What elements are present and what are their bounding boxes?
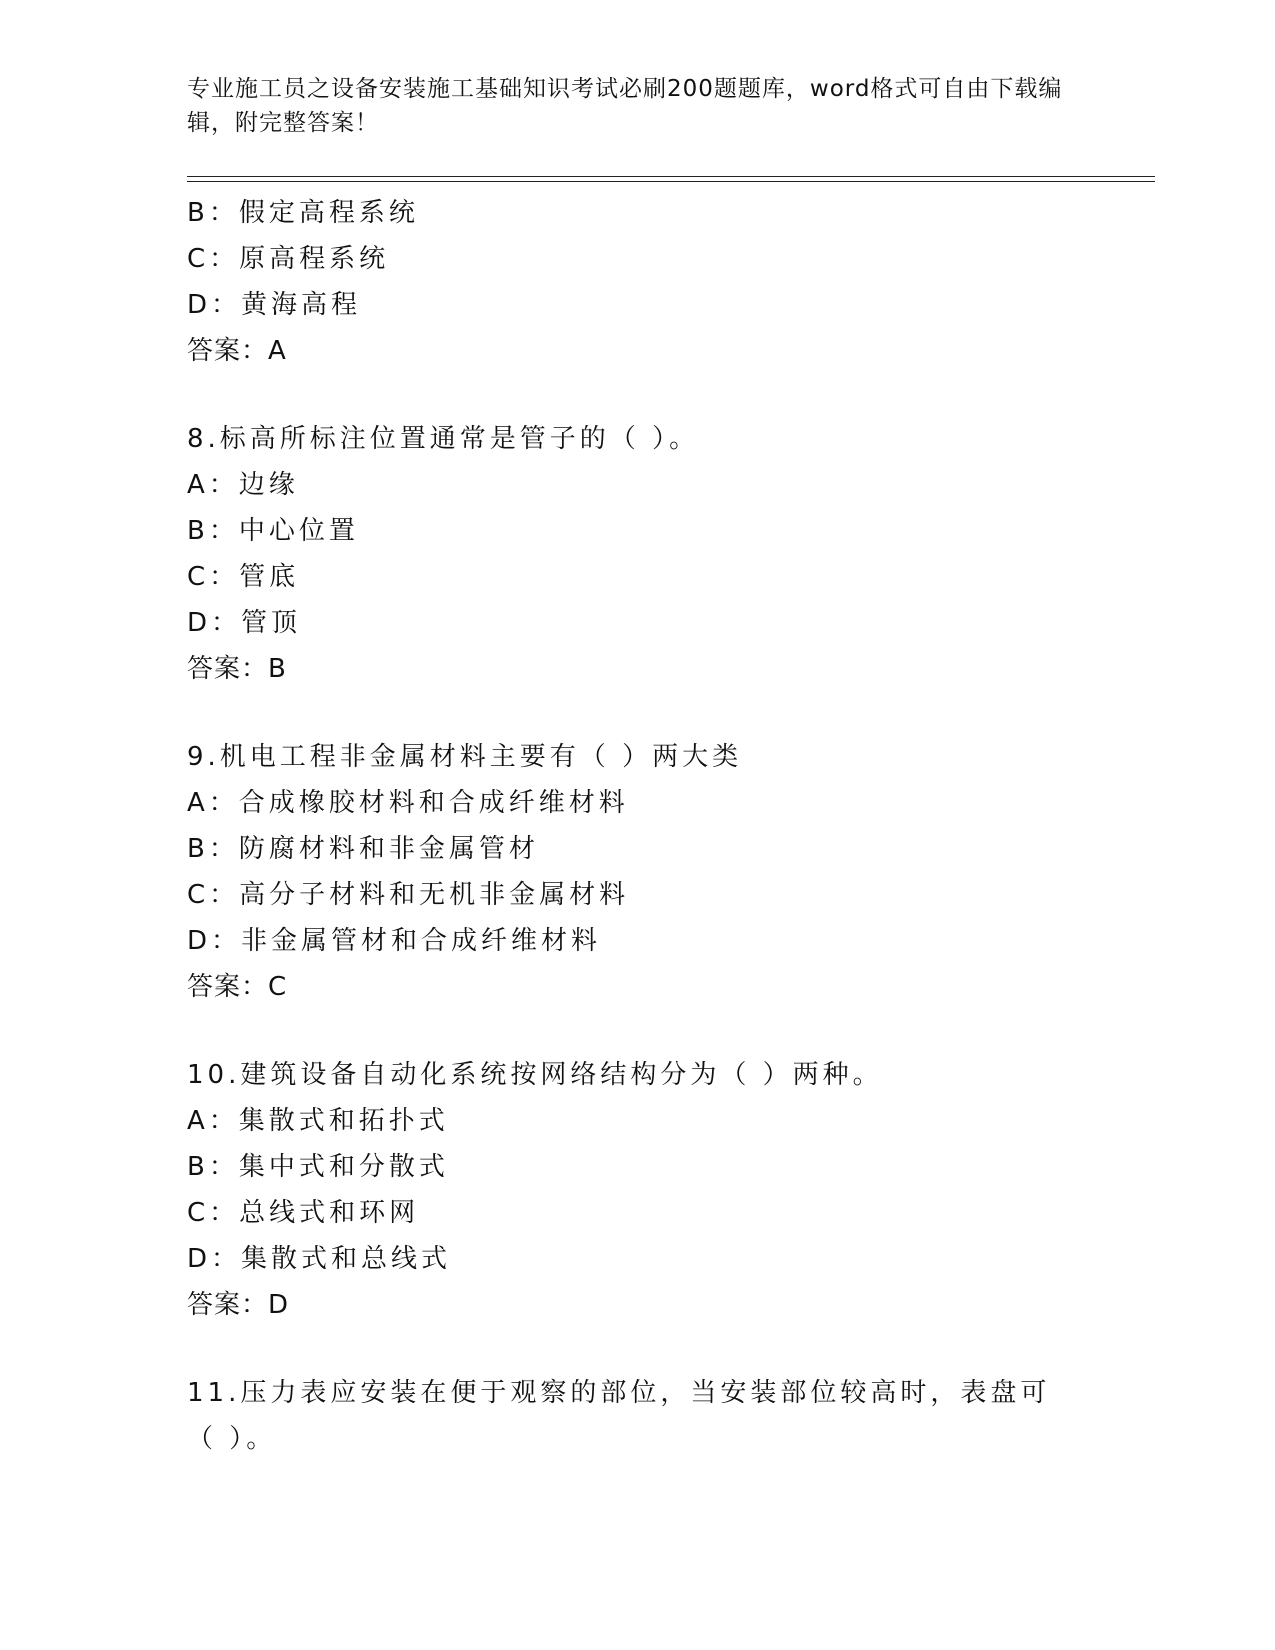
question-11 bbox=[187, 1370, 1087, 1462]
option-b: B：假定高程系统 bbox=[187, 198, 419, 228]
question-10 bbox=[187, 1052, 1087, 1328]
header-divider-top bbox=[187, 176, 1155, 177]
option-c: C：原高程系统 bbox=[187, 244, 390, 274]
option-a: A：集散式和拓扑式 bbox=[187, 1106, 449, 1136]
question-7-continued bbox=[187, 190, 1087, 374]
option-c: C：总线式和环网 bbox=[187, 1198, 420, 1228]
question-text: 11.压力表应安装在便于观察的部位，当安装部位较高时，表盘可（ ）。 bbox=[187, 1378, 1051, 1454]
question-8 bbox=[187, 416, 1087, 692]
header-divider-bottom bbox=[187, 181, 1155, 182]
option-d: D：集散式和总线式 bbox=[187, 1244, 452, 1274]
option-a: A：边缘 bbox=[187, 470, 299, 500]
option-c: C：高分子材料和无机非金属材料 bbox=[187, 880, 630, 910]
question-text: 8.标高所标注位置通常是管子的（ ）。 bbox=[187, 424, 700, 454]
answer: 答案：B bbox=[187, 654, 287, 684]
question-list bbox=[187, 190, 1087, 1462]
question-text: 9.机电工程非金属材料主要有（ ）两大类 bbox=[187, 742, 743, 772]
answer: 答案：C bbox=[187, 972, 288, 1002]
document-header: 专业施工员之设备安装施工基础知识考试必刷200题题库，word格式可自由下载编辑，附完整答案！ bbox=[187, 76, 1063, 136]
option-b: B：中心位置 bbox=[187, 516, 359, 546]
question-text: 10.建筑设备自动化系统按网络结构分为（ ）两种。 bbox=[187, 1060, 883, 1090]
answer: 答案：D bbox=[187, 1290, 290, 1320]
option-b: B：防腐材料和非金属管材 bbox=[187, 834, 539, 864]
option-d: D：管顶 bbox=[187, 608, 302, 638]
option-a: A：合成橡胶材料和合成纤维材料 bbox=[187, 788, 629, 818]
option-d: D：非金属管材和合成纤维材料 bbox=[187, 926, 602, 956]
option-b: B：集中式和分散式 bbox=[187, 1152, 449, 1182]
question-9 bbox=[187, 734, 1087, 1010]
option-c: C：管底 bbox=[187, 562, 300, 592]
option-d: D：黄海高程 bbox=[187, 290, 362, 320]
answer: 答案：A bbox=[187, 336, 287, 366]
